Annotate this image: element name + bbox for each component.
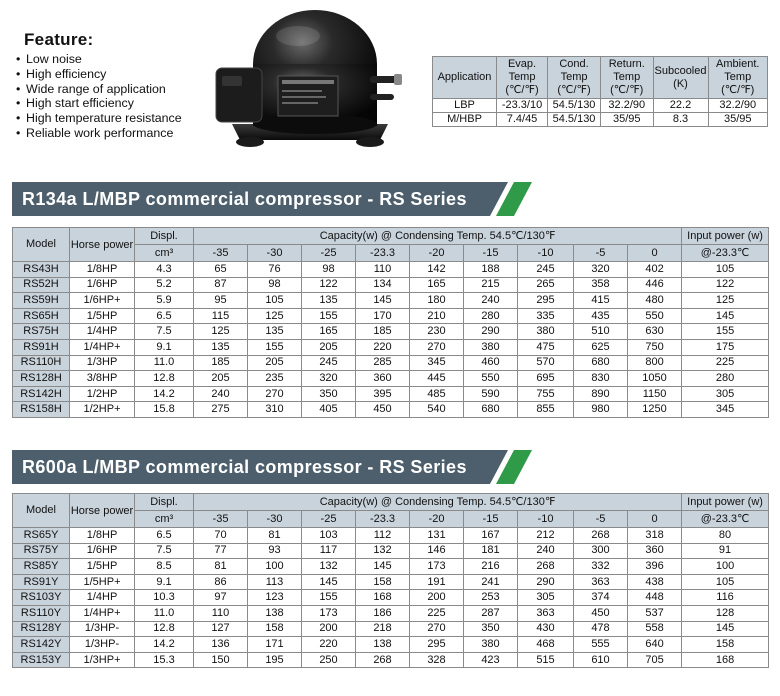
table-row: RS91Y 1/5HP+ 9.1 86 113 145 158 191 241 290 363 438 105 [13, 574, 769, 590]
header-cell: Ambient. Temp (℃/℉) [708, 57, 768, 99]
section-banner-r600a [12, 450, 532, 484]
header-capacity: Capacity(w) @ Condensing Temp. 54.5℃/130℉ [194, 494, 682, 511]
r600a-capacity-table [12, 493, 769, 668]
table-row: RS142H 1/2HP 14.2 240 270 350 395 485 590 755 890 1150 305 [13, 386, 769, 402]
section-banner-r134a [12, 182, 532, 216]
table-row: LBP -23.3/10 54.5/130 32.2/90 22.2 32.2/90 [433, 99, 768, 113]
header-horse-power: Horse power [70, 494, 135, 528]
feature-item: • High efficiency [16, 67, 216, 82]
header-displ-unit: cm³ [135, 511, 194, 528]
table-header-row [433, 57, 768, 99]
table-row: RS128Y 1/3HP- 12.8 127 158 200 218 270 350 430 478 558 145 [13, 621, 769, 637]
table-row: RS85Y 1/5HP 8.5 81 100 132 145 173 216 268 332 396 100 [13, 559, 769, 575]
section-title: R600a L/MBP commercial compressor - RS Series [22, 457, 467, 477]
header-model: Model [13, 494, 70, 528]
feature-item: • Wide range of application [16, 82, 216, 97]
table-row: RS110H 1/3HP 11.0 185 205 245 285 345 460 570 680 800 225 [13, 355, 769, 371]
feature-section [16, 30, 216, 141]
header-input-sub: @-23.3℃ [682, 511, 769, 528]
table-row: RS110Y 1/4HP+ 11.0 110 138 173 186 225 287 363 450 537 128 [13, 605, 769, 621]
table-row: RS52H 1/6HP 5.2 87 98 122 134 165 215 265 358 446 122 [13, 277, 769, 293]
header-cell: Return. Temp (℃/℉) [601, 57, 653, 99]
feature-item: • High start efficiency [16, 96, 216, 111]
header-cell: Cond. Temp (℃/℉) [548, 57, 601, 99]
header-input-sub: @-23.3℃ [682, 245, 769, 262]
feature-item: • Low noise [16, 52, 216, 67]
r134a-capacity-table [12, 227, 769, 418]
header-cell: Evap. Temp (℃/℉) [497, 57, 548, 99]
header-displacement: Displ. [135, 228, 194, 245]
feature-item: • Reliable work performance [16, 126, 216, 141]
table-row: RS65H 1/5HP 6.5 115 125 155 170 210 280 335 435 550 145 [13, 308, 769, 324]
table-row: RS128H 3/8HP 12.8 205 235 320 360 445 550 695 830 1050 280 [13, 371, 769, 387]
table-row: RS142Y 1/3HP- 14.2 136 171 220 138 295 380 468 555 640 158 [13, 637, 769, 653]
table-row: RS158H 1/2HP+ 15.8 275 310 405 450 540 680 855 980 1250 345 [13, 402, 769, 418]
table-header-row [13, 228, 769, 245]
table-header-row: cm³ -35 -30 -25 -23.3 -20 -15 -10 -5 0 @-23.3℃ [13, 511, 769, 528]
table-row: RS103Y 1/4HP 10.3 97 123 155 168 200 253 305 374 448 116 [13, 590, 769, 606]
table-row: RS65Y 1/8HP 6.5 70 81 103 112 131 167 212 268 318 80 [13, 528, 769, 544]
table-header-row: cm³ -35 -30 -25 -23.3 -20 -15 -10 -5 0 @-23.3℃ [13, 245, 769, 262]
header-capacity: Capacity(w) @ Condensing Temp. 54.5℃/130℉ [194, 228, 682, 245]
header-cell: Application [433, 57, 497, 99]
header-displacement: Displ. [135, 494, 194, 511]
table-row: RS59H 1/6HP+ 5.9 95 105 135 145 180 240 295 415 480 125 [13, 293, 769, 309]
feature-item: • High temperature resistance [16, 111, 216, 126]
table-row: RS91H 1/4HP+ 9.1 135 155 205 220 270 380 475 625 750 175 [13, 339, 769, 355]
header-displ-unit: cm³ [135, 245, 194, 262]
compressor-illustration [210, 6, 410, 152]
header-horse-power: Horse power [70, 228, 135, 262]
table-row: RS75Y 1/6HP 7.5 77 93 117 132 146 181 240 300 360 91 [13, 543, 769, 559]
feature-list [16, 52, 216, 141]
table-header-row [13, 494, 769, 511]
table-row: RS75H 1/4HP 7.5 125 135 165 185 230 290 380 510 630 155 [13, 324, 769, 340]
test-conditions-table [432, 56, 768, 127]
header-input-power: Input power (w) [682, 494, 769, 511]
feature-title: Feature: [24, 30, 94, 49]
header-input-power: Input power (w) [682, 228, 769, 245]
section-title: R134a L/MBP commercial compressor - RS Series [22, 189, 467, 209]
table-row: RS43H 1/8HP 4.3 65 76 98 110 142 188 245 320 402 105 [13, 262, 769, 278]
header-model: Model [13, 228, 70, 262]
table-row: RS153Y 1/3HP+ 15.3 150 195 250 268 328 423 515 610 705 168 [13, 652, 769, 668]
table-row: M/HBP 7.4/45 54.5/130 35/95 8.3 35/95 [433, 113, 768, 127]
header-cell: Subcooled (K) [653, 57, 708, 99]
